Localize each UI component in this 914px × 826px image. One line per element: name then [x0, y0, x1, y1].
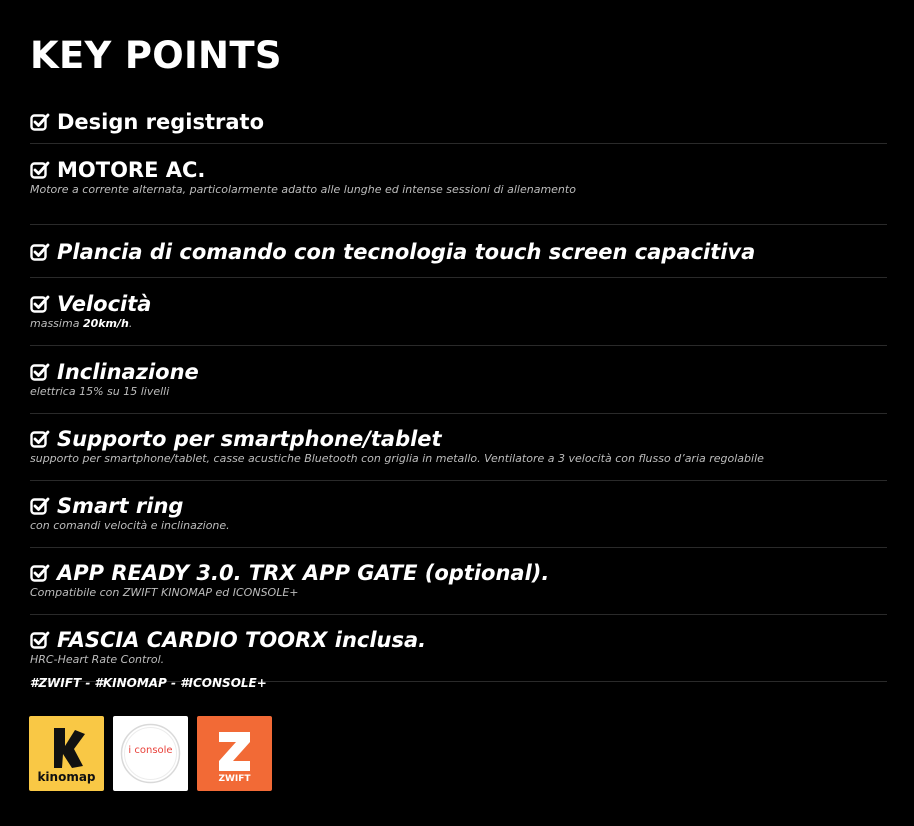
- item-heading: Supporto per smartphone/tablet: [57, 427, 442, 451]
- item-description: Motore a corrente alternata, particolarmente adatto alle lunghe ed intense sessioni di allenamento: [30, 183, 576, 196]
- item-description: HRC-Heart Rate Control.: [30, 653, 165, 666]
- item-heading: APP READY 3.0. TRX APP GATE (optional).: [57, 561, 550, 585]
- max-speed-value: 20km/h: [82, 317, 129, 330]
- hashtags: #ZWIFT - #KINOMAP - #ICONSOLE+: [30, 676, 267, 690]
- list-item: [30, 494, 887, 548]
- list-item: [30, 427, 887, 481]
- iconsole-label: i console: [128, 745, 173, 756]
- checkbox-checked-icon: [30, 294, 50, 314]
- item-description: con comandi velocità e inclinazione.: [30, 519, 230, 532]
- item-heading: FASCIA CARDIO TOORX inclusa.: [57, 628, 427, 652]
- item-heading: MOTORE AC.: [57, 158, 206, 182]
- page-title: KEY POINTS: [30, 34, 282, 77]
- list-item: [30, 106, 887, 144]
- iconsole-logo[interactable]: [113, 716, 188, 791]
- checkbox-checked-icon: [30, 429, 50, 449]
- list-item: [30, 240, 887, 278]
- checkbox-checked-icon: [30, 362, 50, 382]
- item-description: Compatibile con ZWIFT KINOMAP ed ICONSOLE+: [30, 586, 299, 599]
- checkbox-checked-icon: [30, 242, 50, 262]
- list-item: [30, 628, 887, 682]
- list-item: [30, 561, 887, 615]
- item-description: massima 20km/h.: [30, 317, 133, 330]
- kinomap-label: kinomap: [37, 770, 96, 784]
- kinomap-logo[interactable]: [29, 716, 104, 791]
- item-heading: Design registrato: [57, 110, 265, 134]
- key-points-list: [30, 106, 887, 682]
- item-description: elettrica 15% su 15 livelli: [30, 385, 170, 398]
- item-heading: Velocità: [57, 292, 152, 316]
- checkbox-checked-icon: [30, 496, 50, 516]
- item-heading: Smart ring: [57, 494, 184, 518]
- checkbox-checked-icon: [30, 112, 50, 132]
- app-logos: [29, 716, 272, 791]
- list-item: [30, 158, 887, 225]
- checkbox-checked-icon: [30, 160, 50, 180]
- item-description: supporto per smartphone/tablet, casse acustiche Bluetooth con griglia in metallo. Ventilatore a 3 velocità con flusso d’aria regolabile: [30, 452, 764, 465]
- checkbox-checked-icon: [30, 630, 50, 650]
- zwift-label: ZWIFT: [218, 774, 251, 784]
- item-heading: Plancia di comando con tecnologia touch screen capacitiva: [57, 240, 756, 264]
- list-item: [30, 360, 887, 414]
- checkbox-checked-icon: [30, 563, 50, 583]
- zwift-logo[interactable]: [197, 716, 272, 791]
- list-item: [30, 292, 887, 346]
- item-heading: Inclinazione: [57, 360, 199, 384]
